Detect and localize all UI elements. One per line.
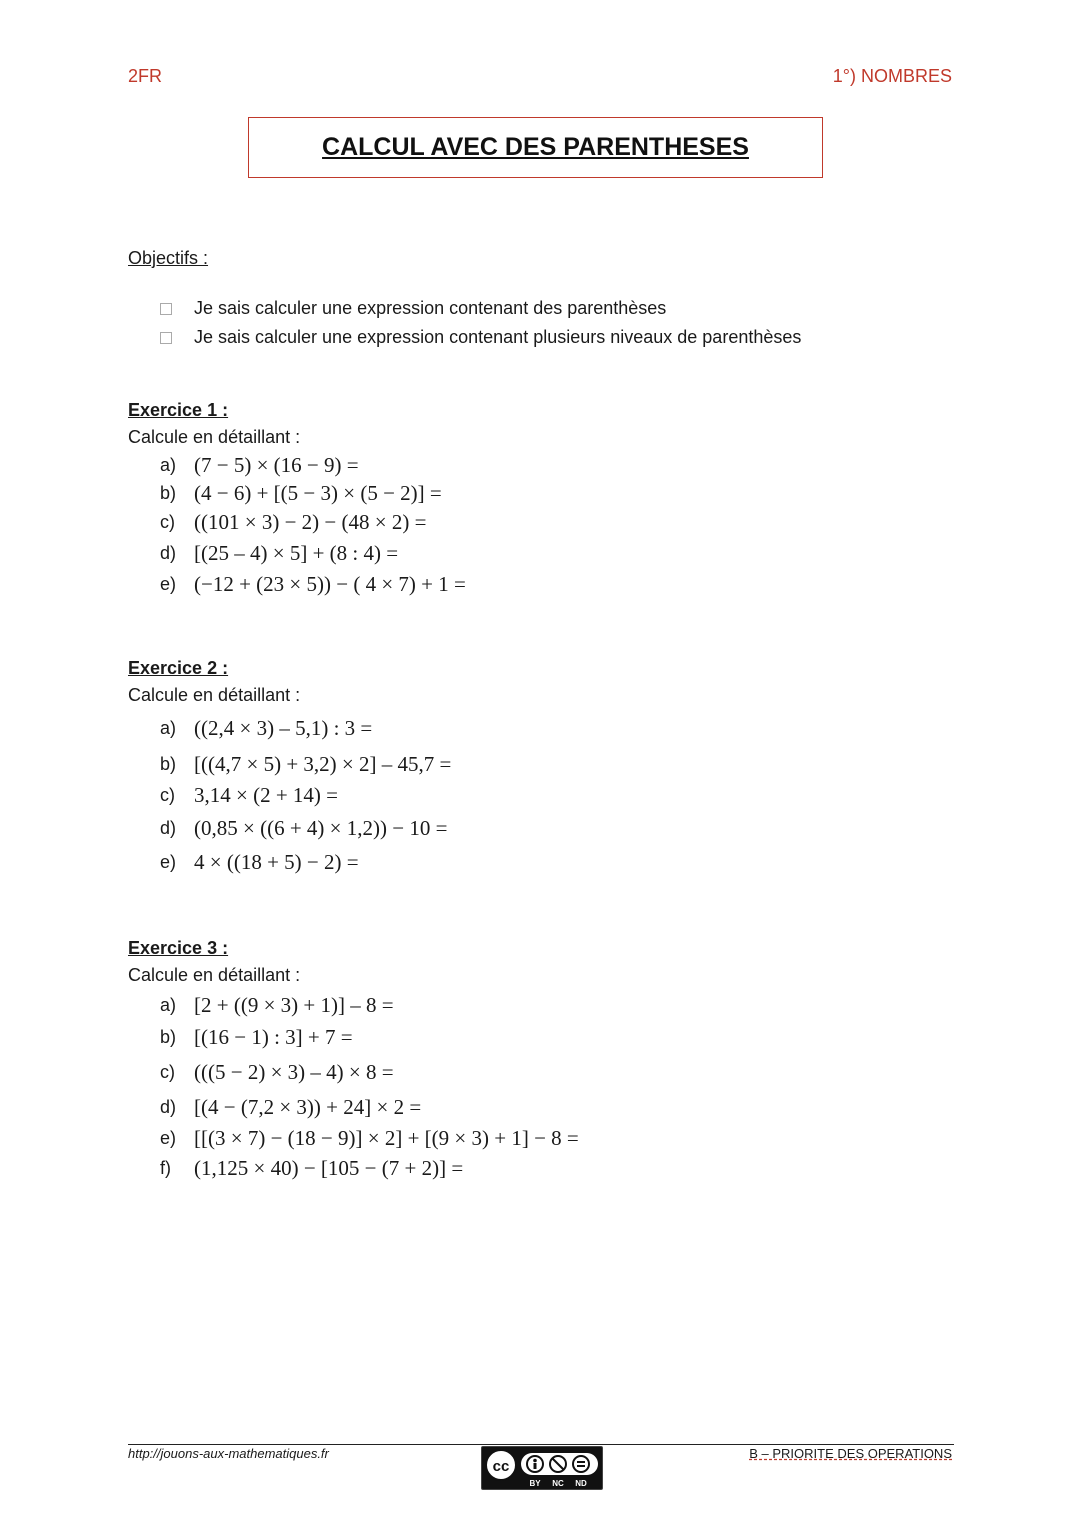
exercise-item [160, 709, 451, 747]
item-label: e) [160, 851, 177, 872]
by-label: BY [529, 1479, 541, 1488]
exercise-item [160, 1021, 579, 1053]
item-label: e) [160, 1127, 177, 1148]
exercise-item [160, 479, 466, 507]
item-expression: [(4 − (7,2 × 3)) + 24] × 2 = [194, 1094, 422, 1119]
exercise-item [160, 989, 579, 1021]
footer-url[interactable]: http://jouons-aux-mathematiques.fr [128, 1446, 329, 1461]
exercise-item [160, 507, 466, 537]
exercise-instruction: Calcule en détaillant : [128, 685, 301, 705]
item-expression: 3,14 × (2 + 14) = [194, 783, 339, 807]
objectifs-list [160, 294, 801, 352]
objectif-item [160, 294, 801, 323]
objectif-text: Je sais calculer une expression contenant des parenthèses [194, 298, 667, 318]
nc-label: NC [552, 1479, 564, 1488]
exercise-item [160, 846, 451, 878]
item-expression: (((5 − 2) × 3) – 4) × 8 = [194, 1059, 394, 1084]
item-expression: ((2,4 × 3) – 5,1) : 3 = [194, 715, 373, 740]
item-label: a) [160, 994, 177, 1015]
objectif-item [160, 323, 801, 352]
exercise-instruction: Calcule en détaillant : [128, 965, 301, 985]
exercise-title: Exercice 1 : [128, 400, 229, 420]
objectif-text: Je sais calculer une expression contenant plusieurs niveaux de parenthèses [194, 327, 802, 347]
item-expression: 4 × ((18 + 5) − 2) = [194, 849, 359, 874]
by-person-head [533, 1459, 537, 1463]
item-label: c) [160, 511, 175, 532]
item-expression: (0,85 × ((6 + 4) × 1,2)) − 10 = [194, 815, 448, 840]
exercise-item [160, 451, 466, 479]
item-label: a) [160, 454, 177, 475]
exercise-2 [128, 654, 451, 878]
exercise-instruction: Calcule en détaillant : [128, 427, 301, 447]
exercise-title: Exercice 2 : [128, 658, 229, 678]
item-label: c) [160, 1061, 175, 1082]
checkbox-icon [160, 332, 172, 344]
item-label: c) [160, 785, 175, 805]
footer-section-label: B – PRIORITE DES OPERATIONS [749, 1446, 952, 1461]
header-class-label: 2FR [128, 66, 163, 86]
creative-commons-badge [481, 1446, 603, 1490]
nd-label: ND [575, 1479, 587, 1488]
item-expression: ((101 × 3) − 2) − (48 × 2) = [194, 509, 427, 534]
exercise-item [160, 1153, 579, 1183]
item-expression: (7 − 5) × (16 − 9) = [194, 452, 359, 477]
exercise-3 [128, 934, 579, 1183]
header-chapter-label: 1°) NOMBRES [832, 66, 952, 86]
item-expression: [(16 − 1) : 3] + 7 = [194, 1024, 353, 1049]
exercise-item [160, 1123, 579, 1153]
item-label: f) [160, 1157, 171, 1178]
cc-text: cc [492, 1458, 510, 1475]
exercise-title: Exercice 3 : [128, 938, 229, 958]
footer-divider [128, 1444, 954, 1445]
item-label: d) [160, 542, 177, 563]
item-label: e) [160, 573, 177, 594]
item-label: d) [160, 1096, 177, 1117]
exercise-item [160, 1091, 579, 1123]
page-title: CALCUL AVEC DES PARENTHESES [322, 133, 749, 161]
exercise-item [160, 810, 451, 846]
item-expression: (4 − 6) + [(5 − 3) × (5 − 2)] = [194, 480, 442, 505]
item-expression: (−12 + (23 × 5)) − ( 4 × 7) + 1 = [194, 571, 466, 596]
item-label: b) [160, 1026, 177, 1047]
checkbox-icon [160, 303, 172, 315]
exercise-item [160, 569, 466, 599]
exercise-item [160, 1053, 579, 1091]
exercise-item [160, 747, 451, 781]
item-label: d) [160, 817, 177, 838]
cc-license-icon [482, 1447, 602, 1489]
item-expression: [[(3 × 7) − (18 − 9)] × 2] + [(9 × 3) + 1] − 8 = [194, 1125, 579, 1150]
item-label: b) [160, 753, 177, 774]
item-expression: (1,125 × 40) − [105 − (7 + 2)] = [194, 1155, 464, 1180]
item-label: b) [160, 482, 177, 503]
by-person-body [534, 1463, 537, 1469]
item-expression: [(25 – 4) × 5] + (8 : 4) = [194, 540, 399, 565]
title-box [248, 117, 823, 178]
exercise-1 [128, 396, 466, 599]
exercise-item [160, 537, 466, 569]
item-expression: [((4,7 × 5) + 3,2) × 2] – 45,7 = [194, 751, 452, 776]
objectifs-label: Objectifs : [128, 248, 209, 268]
item-label: a) [160, 717, 177, 738]
item-expression: [2 + ((9 × 3) + 1)] – 8 = [194, 992, 394, 1017]
exercise-item [160, 781, 451, 810]
